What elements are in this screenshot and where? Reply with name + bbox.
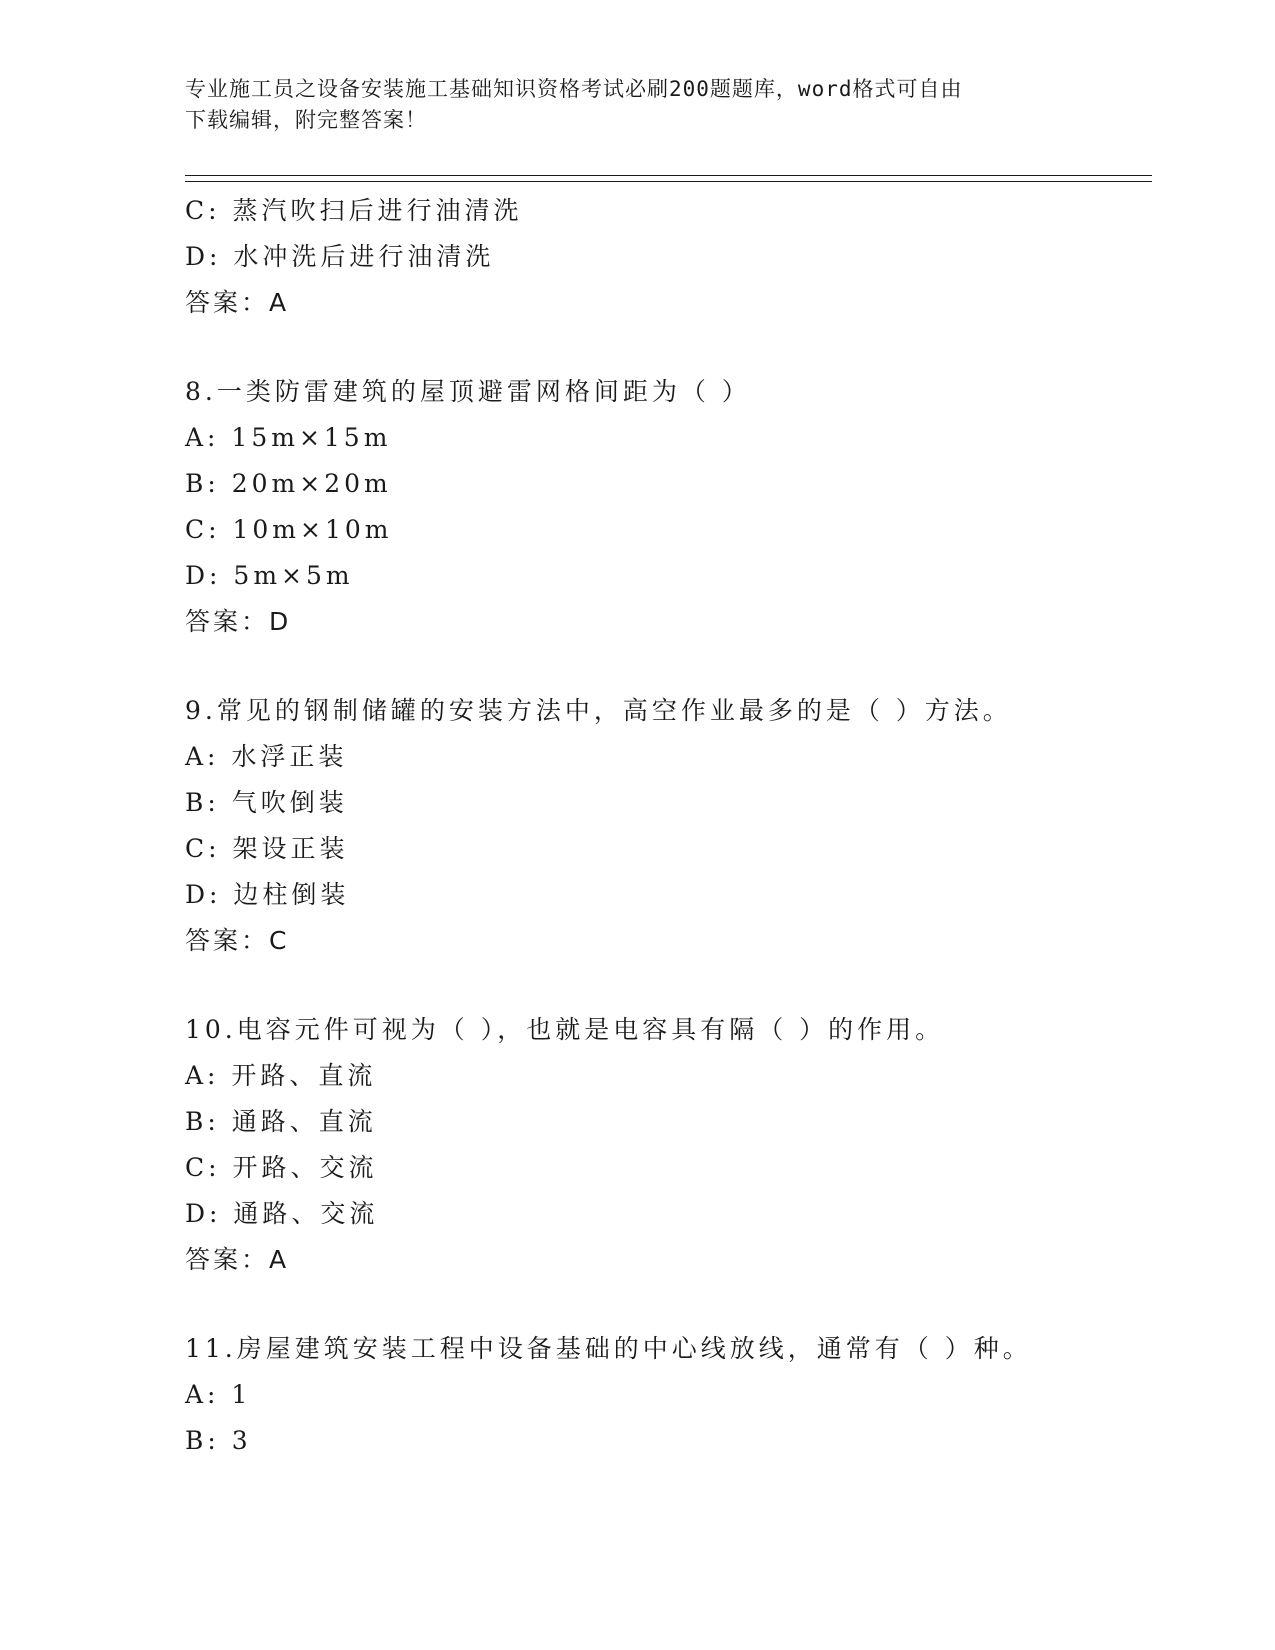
- option-c: C: 10m×10m: [185, 515, 393, 544]
- question-text: 9.常见的钢制储罐的安装方法中，高空作业最多的是（ ）方法。: [185, 696, 1012, 725]
- header-rule-bottom: [185, 181, 1152, 182]
- question-block-9: [185, 688, 1145, 964]
- option-c: C: 蒸汽吹扫后进行油清洗: [185, 196, 523, 225]
- answer-line: 答案：C: [185, 926, 290, 955]
- option-c: C: 开路、交流: [185, 1153, 378, 1182]
- question-text: 10.电容元件可视为（ ），也就是电容具有隔（ ）的作用。: [185, 1015, 945, 1044]
- option-a: A: 1: [185, 1380, 252, 1409]
- header-line-1: 专业施工员之设备安装施工基础知识资格考试必刷200题题库，word格式可自由: [185, 77, 963, 101]
- option-c: C: 架设正装: [185, 834, 349, 863]
- option-d: D: 5m×5m: [185, 561, 354, 590]
- answer-line: 答案：D: [185, 607, 292, 636]
- answer-line: 答案：A: [185, 288, 290, 317]
- option-a: A: 水浮正装: [185, 742, 348, 771]
- answer-line: 答案：A: [185, 1245, 290, 1274]
- question-text: 11.房屋建筑安装工程中设备基础的中心线放线，通常有（ ）种。: [185, 1334, 1032, 1363]
- option-b: B: 20m×20m: [185, 469, 392, 498]
- question-block-8: [185, 369, 1145, 645]
- option-d: D: 水冲洗后进行油清洗: [185, 242, 495, 271]
- option-d: D: 边柱倒装: [185, 880, 350, 909]
- document-header: [185, 74, 1065, 136]
- header-rule-top: [185, 175, 1152, 176]
- option-d: D: 通路、交流: [185, 1199, 379, 1228]
- question-block-10: [185, 1007, 1145, 1283]
- option-a: A: 15m×15m: [185, 423, 392, 452]
- option-b: B: 3: [185, 1426, 252, 1455]
- option-a: A: 开路、直流: [185, 1061, 377, 1090]
- option-b: B: 气吹倒装: [185, 788, 348, 817]
- question-block-11: [185, 1326, 1145, 1464]
- question-block-prev: [185, 188, 1145, 326]
- option-b: B: 通路、直流: [185, 1107, 377, 1136]
- question-text: 8.一类防雷建筑的屋顶避雷网格间距为（ ）: [185, 377, 751, 406]
- header-line-2: 下载编辑，附完整答案！: [185, 108, 427, 132]
- question-list: [185, 188, 1145, 1464]
